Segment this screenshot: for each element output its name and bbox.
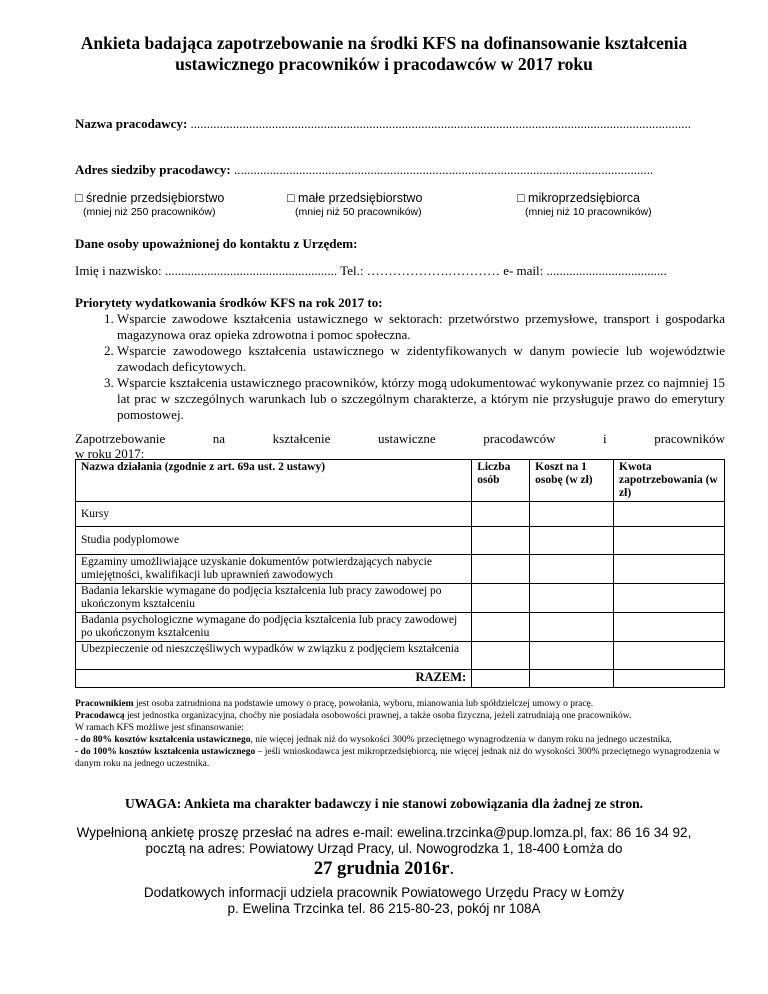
employer-address-field[interactable] bbox=[75, 162, 725, 178]
notice-uwaga: UWAGA: Ankieta ma charakter badawczy i nie stanowi zobowiązania dla żadnej ze stron. bbox=[124, 796, 644, 811]
send-line-2: pocztą na adres: Powiatowy Urząd Pracy, ul. Nowogrodzka 1, 18-400 Łomża do bbox=[145, 841, 623, 856]
title-line-2: ustawicznego pracowników i pracodawców w 2017 roku bbox=[175, 54, 593, 74]
note-text: , nie więcej jednak niż do wysokości 300% przeciętnego wynagrodzenia w danym roku na jednego uczestnika, bbox=[250, 735, 672, 745]
cost-cell[interactable] bbox=[530, 613, 614, 642]
demand-line-2: w roku 2017: bbox=[75, 446, 145, 461]
row-label: Badania lekarskie wymagane do podjęcia kształcenia lub pracy zawodowej po ukończonym kształceniu bbox=[76, 584, 472, 613]
send-line-1: Wypełnioną ankietę proszę przesłać na adres e-mail: ewelina.trzcinka@pup.lomza.pl, fax: 86 16 34 92, bbox=[76, 825, 692, 840]
deadline-dot: . bbox=[449, 859, 455, 879]
amount-cell[interactable] bbox=[614, 502, 725, 527]
table-row bbox=[76, 555, 725, 584]
persons-cell[interactable] bbox=[472, 613, 530, 642]
header-action-name: Nazwa działania (zgodnie z art. 69a ust. 2 ustawy) bbox=[76, 460, 472, 502]
priorities-section bbox=[75, 295, 725, 423]
table-row bbox=[76, 502, 725, 527]
priorities-heading: Priorytety wydatkowania środków KFS na rok 2017 to: bbox=[75, 295, 383, 310]
persons-cell[interactable] bbox=[472, 642, 530, 670]
note-bold: Pracodawcą bbox=[75, 711, 125, 721]
amount-cell[interactable] bbox=[614, 527, 725, 555]
note-bold: Pracownikiem bbox=[75, 699, 134, 709]
employer-address-input[interactable]: ................................................................................................................................. bbox=[234, 162, 654, 177]
note-bold: - do 100% kosztów kształcenia ustawicznego bbox=[75, 747, 256, 757]
note-financing: W ramach KFS możliwe jest sfinansowanie: bbox=[75, 723, 244, 733]
table-row bbox=[76, 642, 725, 670]
size-option-micro[interactable] bbox=[517, 191, 652, 218]
notes-section bbox=[75, 698, 727, 770]
table-row bbox=[76, 613, 725, 642]
persons-cell[interactable] bbox=[472, 527, 530, 555]
note-bold: - do 80% kosztów kształcenia ustawicznego bbox=[75, 735, 251, 745]
deadline-date bbox=[40, 859, 728, 880]
contact-heading: Dane osoby upoważnionej do kontaktu z Urzędem: bbox=[75, 236, 358, 251]
header-demand-amount: Kwota zapotrzebowania (w zł) bbox=[614, 460, 725, 502]
persons-cell[interactable] bbox=[472, 502, 530, 527]
demand-word: Zapotrzebowanie bbox=[75, 431, 166, 446]
size-option-label: małe przedsiębiorstwo bbox=[298, 191, 423, 205]
persons-cell[interactable] bbox=[472, 584, 530, 613]
total-label: RAZEM: bbox=[76, 670, 472, 688]
row-label: Ubezpieczenie od nieszczęśliwych wypadków w związku z podjęciem kształcenia bbox=[76, 642, 472, 670]
note-100 bbox=[75, 746, 727, 770]
employer-name-label: Nazwa pracodawcy: bbox=[75, 116, 188, 131]
priority-item: 2. Wsparcie zawodowego kształcenia ustawicznego w zidentyfikowanych w danym powiecie lub województwie zawodach deficytowych. bbox=[117, 343, 725, 375]
note-text: jest jednostka organizacyjna, choćby nie posiadała osobowości prawnej, a także osoba fizyczna, jeżeli zatrudniają one pracowników. bbox=[124, 711, 632, 721]
note-employee bbox=[75, 698, 727, 710]
persons-cell[interactable] bbox=[472, 555, 530, 584]
note-text: – jeśli wnioskodawca jest mikroprzedsiębiorcą, nie więcej jednak niż do wysokości 300% przeciętnego wynagrodzenia w danym roku na jednego uczestnika. bbox=[75, 747, 721, 769]
contact-line[interactable]: Imię i nazwisko: ..................................................... Tel.: ……………….………… e- mail: ..................................... bbox=[75, 263, 667, 278]
note-80 bbox=[75, 734, 727, 746]
size-option-small[interactable] bbox=[287, 191, 422, 218]
info-line-2: p. Ewelina Trzcinka tel. 86 215-80-23, pokój nr 108A bbox=[227, 901, 541, 916]
cost-cell[interactable] bbox=[530, 584, 614, 613]
checkbox-icon[interactable]: □ bbox=[75, 191, 83, 205]
demand-word: ustawiczne bbox=[377, 431, 436, 446]
header-cost-per-person: Koszt na 1 osobę (w zł) bbox=[530, 460, 614, 502]
document-title bbox=[40, 33, 728, 75]
submission-info bbox=[40, 825, 728, 857]
deadline-text: 27 grudnia 2016r bbox=[313, 859, 450, 879]
priorities-list bbox=[75, 311, 725, 423]
row-label: Egzaminy umożliwiające uzyskanie dokumentów potwierdzających nabycie umiejętności, kwalifikacji lub uprawnień zawodowych bbox=[76, 555, 472, 584]
header-persons: Liczba osób bbox=[472, 460, 530, 502]
note-employer bbox=[75, 710, 727, 722]
amount-cell[interactable] bbox=[614, 642, 725, 670]
cost-cell[interactable] bbox=[530, 555, 614, 584]
table-row bbox=[76, 584, 725, 613]
table-row bbox=[76, 527, 725, 555]
info-line-1: Dodatkowych informacji udziela pracownik Powiatowego Urzędu Pracy w Łomży bbox=[143, 885, 625, 900]
total-cost-cell[interactable] bbox=[530, 670, 614, 688]
employer-name-input[interactable]: .......................................................................................................................................................... bbox=[190, 116, 692, 131]
demand-word: na bbox=[212, 431, 226, 446]
amount-cell[interactable] bbox=[614, 584, 725, 613]
employer-address-label: Adres siedziby pracodawcy: bbox=[75, 162, 231, 177]
size-option-label: średnie przedsiębiorstwo bbox=[86, 191, 225, 205]
cost-cell[interactable] bbox=[530, 502, 614, 527]
total-persons-cell[interactable] bbox=[472, 670, 530, 688]
demand-word: pracodawców bbox=[483, 431, 556, 446]
amount-cell[interactable] bbox=[614, 555, 725, 584]
row-label: Studia podyplomowe bbox=[76, 527, 472, 555]
priority-item: 1. Wsparcie zawodowe kształcenia ustawicznego w sektorach: przetwórstwo przemysłowe, transport i gospodarka magazynowa oraz opieka zdrowotna i pomoc społeczna. bbox=[117, 311, 725, 343]
checkbox-icon[interactable]: □ bbox=[517, 191, 525, 205]
note-text: jest osoba zatrudniona na podstawie umowy o pracę, powołania, wyboru, mianowania lub spółdzielczej umowy o pracę. bbox=[133, 699, 594, 709]
demand-word: pracowników bbox=[654, 431, 725, 446]
checkbox-icon[interactable]: □ bbox=[287, 191, 295, 205]
table-header-row bbox=[76, 460, 725, 502]
amount-cell[interactable] bbox=[614, 613, 725, 642]
demand-table bbox=[75, 459, 725, 688]
cost-cell[interactable] bbox=[530, 527, 614, 555]
cost-cell[interactable] bbox=[530, 642, 614, 670]
size-option-medium[interactable] bbox=[75, 191, 224, 218]
demand-word: i bbox=[603, 431, 607, 446]
row-label: Badania psychologiczne wymagane do podjęcia kształcenia lub pracy zawodowej po ukończonym kształceniu bbox=[76, 613, 472, 642]
priority-item: 3. Wsparcie kształcenia ustawicznego pracowników, którzy mogą udokumentować wykonywanie przez co najmniej 15 lat prac w szczególnych warunkach lub o szczególnym charakterze, a którym nie przysługuje prawo do emerytury pomostowej. bbox=[117, 375, 725, 423]
row-label: Kursy bbox=[76, 502, 472, 527]
table-total-row bbox=[76, 670, 725, 688]
employer-name-field[interactable] bbox=[75, 116, 725, 132]
size-option-label: mikroprzedsiębiorca bbox=[528, 191, 640, 205]
total-amount-cell[interactable] bbox=[614, 670, 725, 688]
demand-word: kształcenie bbox=[272, 431, 331, 446]
title-line-1: Ankieta badająca zapotrzebowanie na środki KFS na dofinansowanie kształcenia bbox=[80, 33, 688, 53]
size-option-sub: (mniej niż 10 pracowników) bbox=[525, 206, 652, 218]
demand-intro bbox=[75, 431, 725, 461]
size-option-sub: (mniej niż 250 pracowników) bbox=[83, 206, 216, 218]
contact-info bbox=[40, 885, 728, 917]
size-option-sub: (mniej niż 50 pracowników) bbox=[295, 206, 422, 218]
